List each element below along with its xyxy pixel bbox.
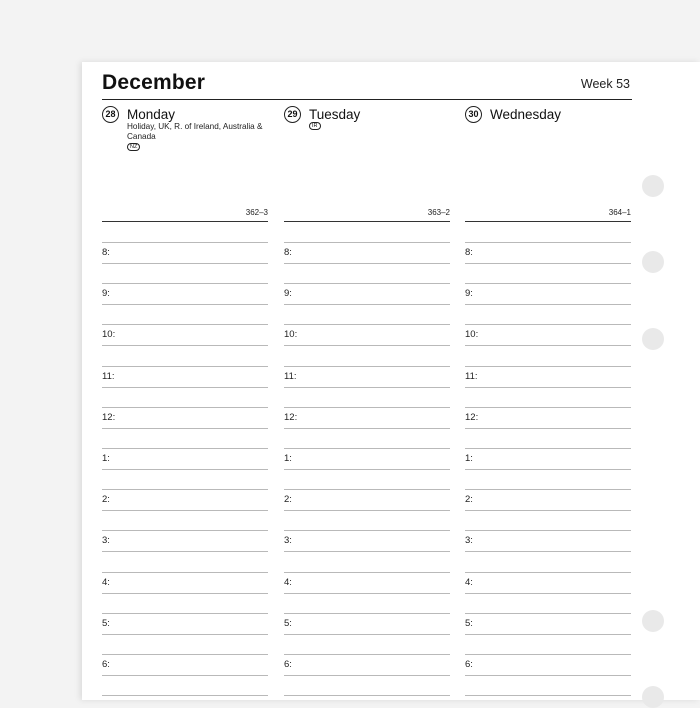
hour-line[interactable] — [465, 304, 631, 305]
half-hour-line — [284, 407, 450, 408]
hour-line[interactable] — [465, 428, 631, 429]
half-hour-line — [284, 695, 450, 696]
hour-label: 9: — [284, 288, 292, 299]
punch-hole — [642, 328, 664, 350]
hour-line[interactable] — [102, 469, 268, 470]
hour-line[interactable] — [102, 428, 268, 429]
half-hour-line — [102, 448, 268, 449]
hour-label: 8: — [284, 247, 292, 258]
hour-label: 1: — [284, 453, 292, 464]
hour-line[interactable] — [465, 551, 631, 552]
half-hour-line — [465, 448, 631, 449]
day-count: 362–3 — [245, 208, 268, 217]
half-hour-line — [284, 489, 450, 490]
hour-label: 2: — [465, 494, 473, 505]
hour-line[interactable] — [465, 387, 631, 388]
hour-label: 10: — [102, 329, 116, 340]
half-hour-line — [465, 654, 631, 655]
half-hour-line — [102, 572, 268, 573]
day-number: 28 — [102, 106, 119, 123]
day-header — [284, 104, 360, 124]
day-column-wednesday — [465, 100, 631, 700]
week-number: Week 53 — [580, 77, 630, 91]
hour-label: 3: — [465, 535, 473, 546]
half-hour-line — [465, 530, 631, 531]
punch-hole — [642, 251, 664, 273]
half-hour-line — [284, 572, 450, 573]
half-hour-line — [102, 283, 268, 284]
day-count: 364–1 — [608, 208, 631, 217]
hour-line[interactable] — [102, 675, 268, 676]
hour-label: 11: — [465, 371, 478, 382]
half-hour-line — [102, 407, 268, 408]
half-hour-line — [102, 613, 268, 614]
hour-label: 12: — [465, 412, 479, 423]
half-hour-line — [102, 324, 268, 325]
hour-label: 2: — [284, 494, 292, 505]
hour-label: 6: — [284, 659, 292, 670]
hour-label: 6: — [465, 659, 473, 670]
hour-label: 5: — [284, 618, 292, 629]
holiday-badge: NZ — [127, 143, 140, 151]
hour-label: 3: — [284, 535, 292, 546]
hour-line[interactable] — [102, 634, 268, 635]
hour-line[interactable] — [465, 263, 631, 264]
hour-line[interactable] — [102, 593, 268, 594]
day-name: Wednesday — [490, 106, 562, 122]
half-hour-line — [465, 613, 631, 614]
half-hour-line — [102, 530, 268, 531]
half-hour-line — [284, 366, 450, 367]
day-column-tuesday — [284, 100, 450, 700]
month-title: December — [102, 71, 206, 94]
holiday-note: Holiday, UK, R. of Ireland, Australia & Canada — [127, 122, 263, 141]
hour-label: 1: — [465, 453, 473, 464]
punch-hole — [642, 686, 664, 708]
day-rule — [465, 221, 631, 222]
hour-label: 4: — [465, 577, 473, 588]
hour-label: 5: — [102, 618, 110, 629]
hour-line[interactable] — [465, 634, 631, 635]
half-hour-line — [284, 242, 450, 243]
hour-line[interactable] — [284, 675, 450, 676]
day-name: Tuesday — [309, 106, 361, 122]
hour-line[interactable] — [465, 345, 631, 346]
hour-line[interactable] — [284, 551, 450, 552]
hour-line[interactable] — [102, 510, 268, 511]
hour-line[interactable] — [102, 551, 268, 552]
half-hour-line — [102, 654, 268, 655]
hour-label: 1: — [102, 453, 110, 464]
hour-line[interactable] — [284, 304, 450, 305]
half-hour-line — [102, 489, 268, 490]
hour-label: 9: — [465, 288, 473, 299]
hour-line[interactable] — [465, 593, 631, 594]
day-number: 29 — [284, 106, 301, 123]
hour-line[interactable] — [102, 387, 268, 388]
half-hour-line — [284, 283, 450, 284]
day-column-monday — [102, 100, 268, 700]
hour-label: 6: — [102, 659, 110, 670]
hour-label: 8: — [465, 247, 473, 258]
day-header — [465, 104, 561, 124]
hour-label: 5: — [465, 618, 473, 629]
half-hour-line — [465, 242, 631, 243]
punch-hole — [642, 610, 664, 632]
hour-label: 10: — [465, 329, 479, 340]
day-rule — [284, 221, 450, 222]
hour-line[interactable] — [284, 510, 450, 511]
half-hour-line — [465, 489, 631, 490]
day-number: 30 — [465, 106, 482, 123]
hour-line[interactable] — [284, 593, 450, 594]
hour-line[interactable] — [284, 428, 450, 429]
half-hour-line — [102, 366, 268, 367]
hour-line[interactable] — [284, 263, 450, 264]
day-count: 363–2 — [427, 208, 450, 217]
punch-hole — [642, 175, 664, 197]
half-hour-line — [284, 530, 450, 531]
hour-label: 4: — [102, 577, 110, 588]
hour-label: 2: — [102, 494, 110, 505]
hour-line[interactable] — [465, 469, 631, 470]
day-rule — [102, 221, 268, 222]
hour-label: 4: — [284, 577, 292, 588]
half-hour-line — [102, 695, 268, 696]
half-hour-line — [284, 654, 450, 655]
hour-line[interactable] — [465, 510, 631, 511]
hour-line[interactable] — [284, 345, 450, 346]
hour-label: 8: — [102, 247, 110, 258]
half-hour-line — [465, 366, 631, 367]
hour-line[interactable] — [102, 263, 268, 264]
holiday-badge: IR — [309, 122, 321, 130]
half-hour-line — [284, 324, 450, 325]
day-header — [102, 104, 175, 124]
hour-line[interactable] — [102, 345, 268, 346]
hour-label: 3: — [102, 535, 110, 546]
half-hour-line — [465, 283, 631, 284]
half-hour-line — [102, 242, 268, 243]
half-hour-line — [465, 572, 631, 573]
hour-label: 10: — [284, 329, 298, 340]
hour-label: 12: — [284, 412, 298, 423]
hour-line[interactable] — [465, 675, 631, 676]
hour-label: 11: — [102, 371, 115, 382]
half-hour-line — [465, 407, 631, 408]
hour-label: 9: — [102, 288, 110, 299]
hour-line[interactable] — [284, 469, 450, 470]
day-name: Monday — [127, 106, 176, 122]
hour-label: 12: — [102, 412, 116, 423]
hour-line[interactable] — [102, 304, 268, 305]
half-hour-line — [465, 695, 631, 696]
half-hour-line — [284, 448, 450, 449]
half-hour-line — [465, 324, 631, 325]
hour-line[interactable] — [284, 634, 450, 635]
hour-label: 11: — [284, 371, 297, 382]
half-hour-line — [284, 613, 450, 614]
hour-line[interactable] — [284, 387, 450, 388]
